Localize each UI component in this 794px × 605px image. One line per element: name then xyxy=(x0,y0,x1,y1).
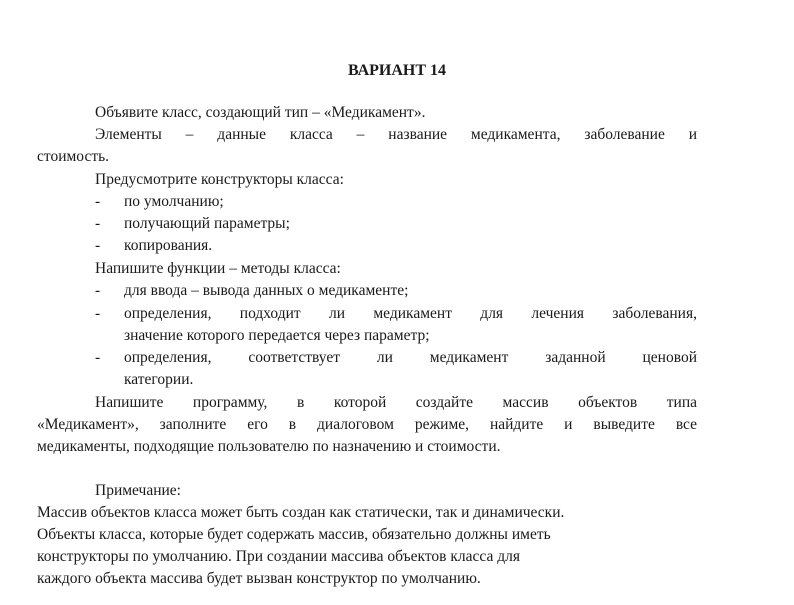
task-paragraph-2-line-2: стоимость. xyxy=(37,148,110,165)
list-dash: - xyxy=(95,349,101,366)
method-item-2-line-2: значение которого передается через параметр; xyxy=(124,327,430,344)
note-heading: Примечание: xyxy=(95,482,181,499)
task-paragraph-5-line-3: медикаменты, подходящие пользователю по назначению и стоимости. xyxy=(37,438,501,455)
list-dash: - xyxy=(95,305,101,322)
task-paragraph-1: Объявите класс, создающий тип – «Медикамент». xyxy=(95,104,426,121)
list-dash: - xyxy=(95,215,101,232)
list-dash: - xyxy=(95,282,101,299)
method-item-2-line-1: определения, подходит ли медикамент для лечения заболевания, xyxy=(124,305,697,322)
task-paragraph-5-line-2: «Медикамент», заполните его в диалоговом режиме, найдите и выведите все xyxy=(37,416,697,433)
task-paragraph-4: Напишите функции – методы класса: xyxy=(95,260,341,277)
task-paragraph-2-line-1: Элементы – данные класса – название медикамента, заболевание и xyxy=(95,126,697,143)
method-item-3-line-2: категории. xyxy=(124,371,194,388)
task-paragraph-5-line-1: Напишите программу, в которой создайте массив объектов типа xyxy=(95,394,697,411)
constructor-item-3: копирования. xyxy=(124,237,213,254)
list-dash: - xyxy=(95,193,101,210)
method-item-1: для ввода – вывода данных о медикаменте; xyxy=(124,282,409,299)
note-line-4: каждого объекта массива будет вызван конструктор по умолчанию. xyxy=(37,570,481,587)
note-line-2: Объекты класса, которые будет содержать массив, обязательно должны иметь xyxy=(37,526,551,543)
variant-title: ВАРИАНТ 14 xyxy=(347,62,447,79)
list-dash: - xyxy=(95,237,101,254)
constructor-item-1: по умолчанию; xyxy=(124,193,224,210)
method-item-3-line-1: определения, соответствует ли медикамент заданной ценовой xyxy=(124,349,697,366)
note-line-3: конструкторы по умолчанию. При создании массива объектов класса для xyxy=(37,548,520,565)
constructor-item-2: получающий параметры; xyxy=(124,215,290,232)
task-paragraph-3: Предусмотрите конструкторы класса: xyxy=(95,171,344,188)
note-line-1: Массив объектов класса может быть создан как статически, так и динамически. xyxy=(37,504,565,521)
